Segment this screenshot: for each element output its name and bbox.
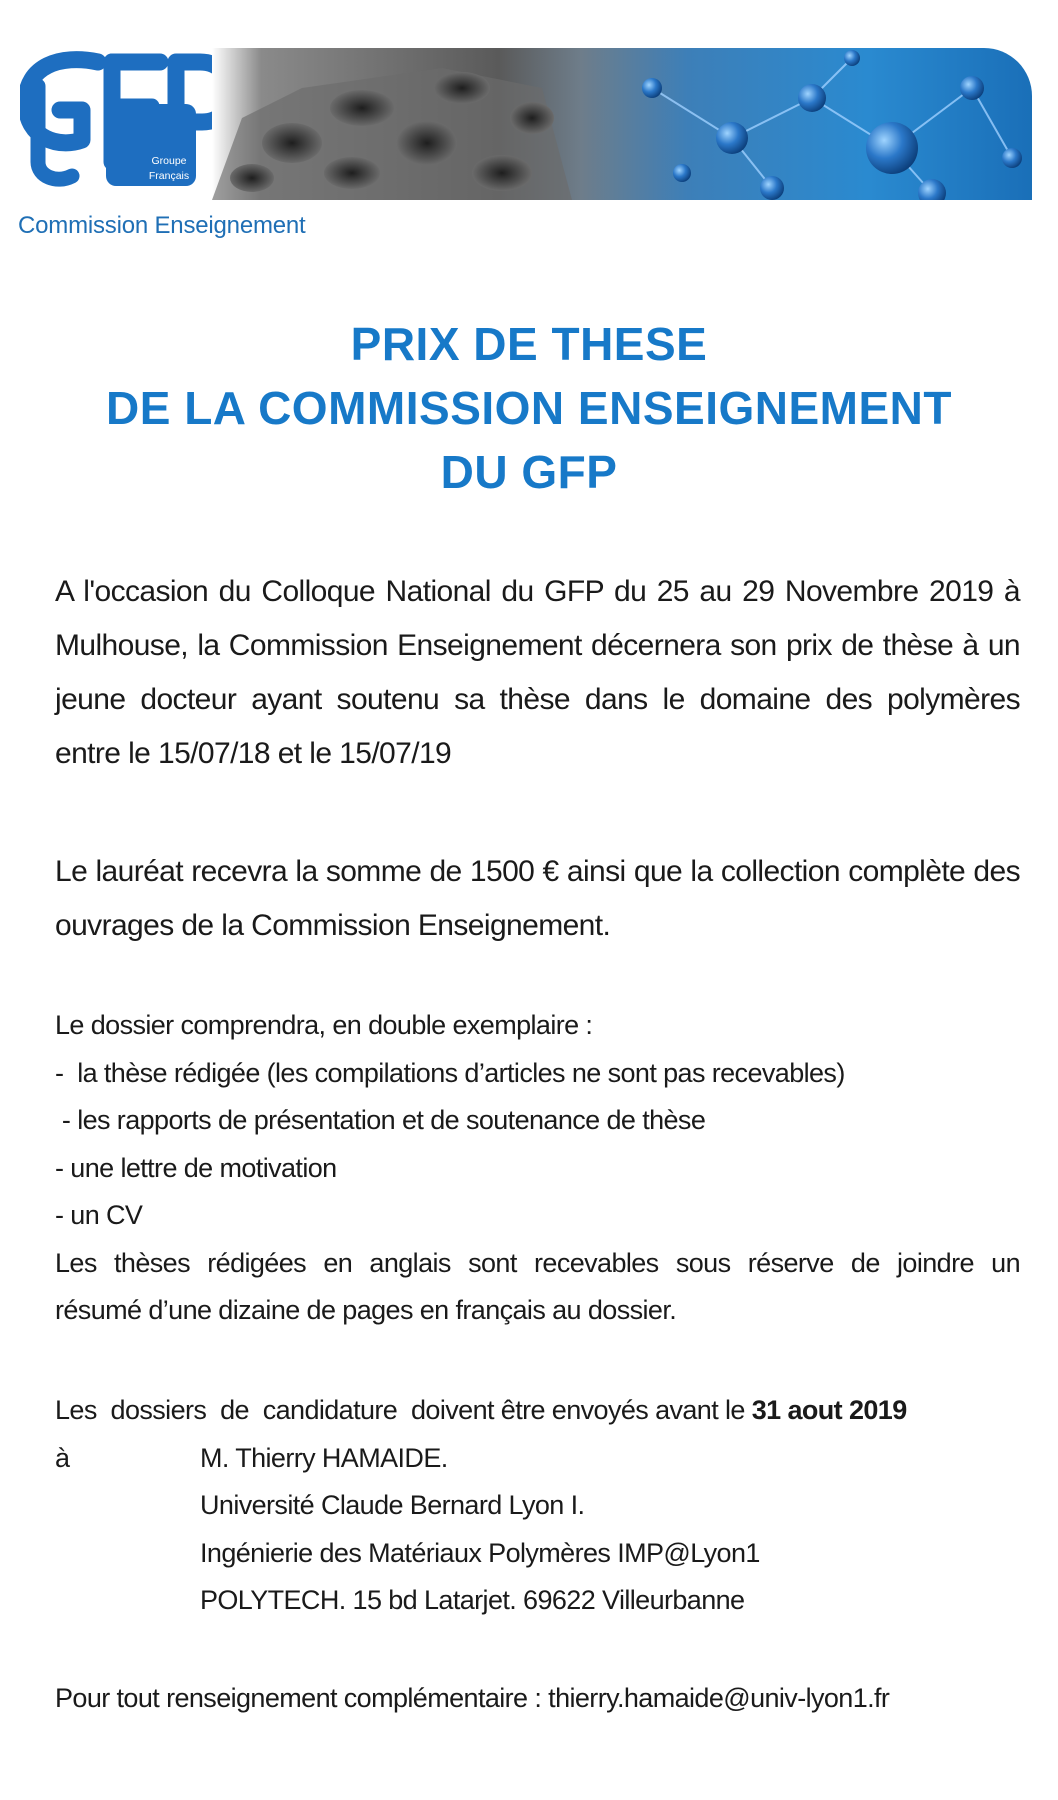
dossier-item: - les rapports de présentation et de soutenance de thèse (55, 1105, 706, 1135)
dossier-requirements (55, 1002, 1020, 1335)
to-label: à (55, 1442, 70, 1473)
title-line: PRIX DE THESE (350, 318, 708, 370)
logo-caption-line: des (160, 185, 178, 197)
prize-paragraph: Le lauréat recevra la somme de 1500 € ainsi que la collection complète des ouvrages de la Commission Enseignement. (55, 855, 1020, 942)
dossier-item: - une lettre de motivation (55, 1152, 337, 1183)
recipient-lab: Ingénierie des Matériaux Polymères IMP@Lyon1 (200, 1537, 760, 1568)
intro-paragraph: A l'occasion du Colloque National du GFP du 25 au 29 Novembre 2019 à Mulhouse, la Commission Enseignement décernera son prix de thèse à un jeune docteur ayant soutenu sa thèse dans le domaine des polymères entre le 15/07/18 et le 15/07/19 (55, 575, 1020, 770)
logo-caption-line: Polymères (144, 200, 194, 212)
commission-label: Commission Enseignement (18, 212, 306, 239)
title-line: DE LA COMMISSION ENSEIGNEMENT (106, 382, 952, 434)
contact-line: Pour tout renseignement complémentaire : thierry.hamaide@univ-lyon1.fr (55, 1683, 890, 1713)
recipient-university: Université Claude Bernard Lyon I. (200, 1490, 585, 1520)
recipient-name: M. Thierry HAMAIDE. (200, 1442, 448, 1473)
submission-info (55, 1387, 1020, 1625)
logo-caption (126, 154, 212, 214)
address-line (55, 1577, 1020, 1625)
deadline-line (55, 1387, 1020, 1435)
dossier-item: - un CV (55, 1200, 143, 1230)
address-line (55, 1435, 1020, 1483)
logo-caption-line: Français (148, 170, 190, 182)
deadline-date: 31 aout 2019 (751, 1395, 907, 1425)
logo-caption-line: Groupe (151, 155, 187, 167)
page-title (0, 312, 1058, 504)
deadline-text: Les dossiers de candidature doivent être envoyés avant le (55, 1395, 752, 1425)
header-banner-image (212, 48, 1032, 200)
address-line (55, 1482, 1020, 1530)
dossier-intro: Le dossier comprendra, en double exemplaire : (55, 1010, 593, 1040)
header (0, 0, 1058, 250)
title-line: DU GFP (440, 446, 618, 498)
recipient-street: POLYTECH. 15 bd Latarjet. 69622 Villeurbanne (200, 1585, 745, 1615)
polymer-banner-graphic (212, 48, 1032, 200)
address-line (55, 1530, 1020, 1578)
dossier-item: - la thèse rédigée (les compilations d’articles ne sont pas recevables) (55, 1057, 845, 1088)
english-note-line: résumé d’une dizaine de pages en français au dossier. (55, 1295, 677, 1325)
english-note-line: Les thèses rédigées en anglais sont recevables sous réserve de joindre un (55, 1247, 1020, 1278)
